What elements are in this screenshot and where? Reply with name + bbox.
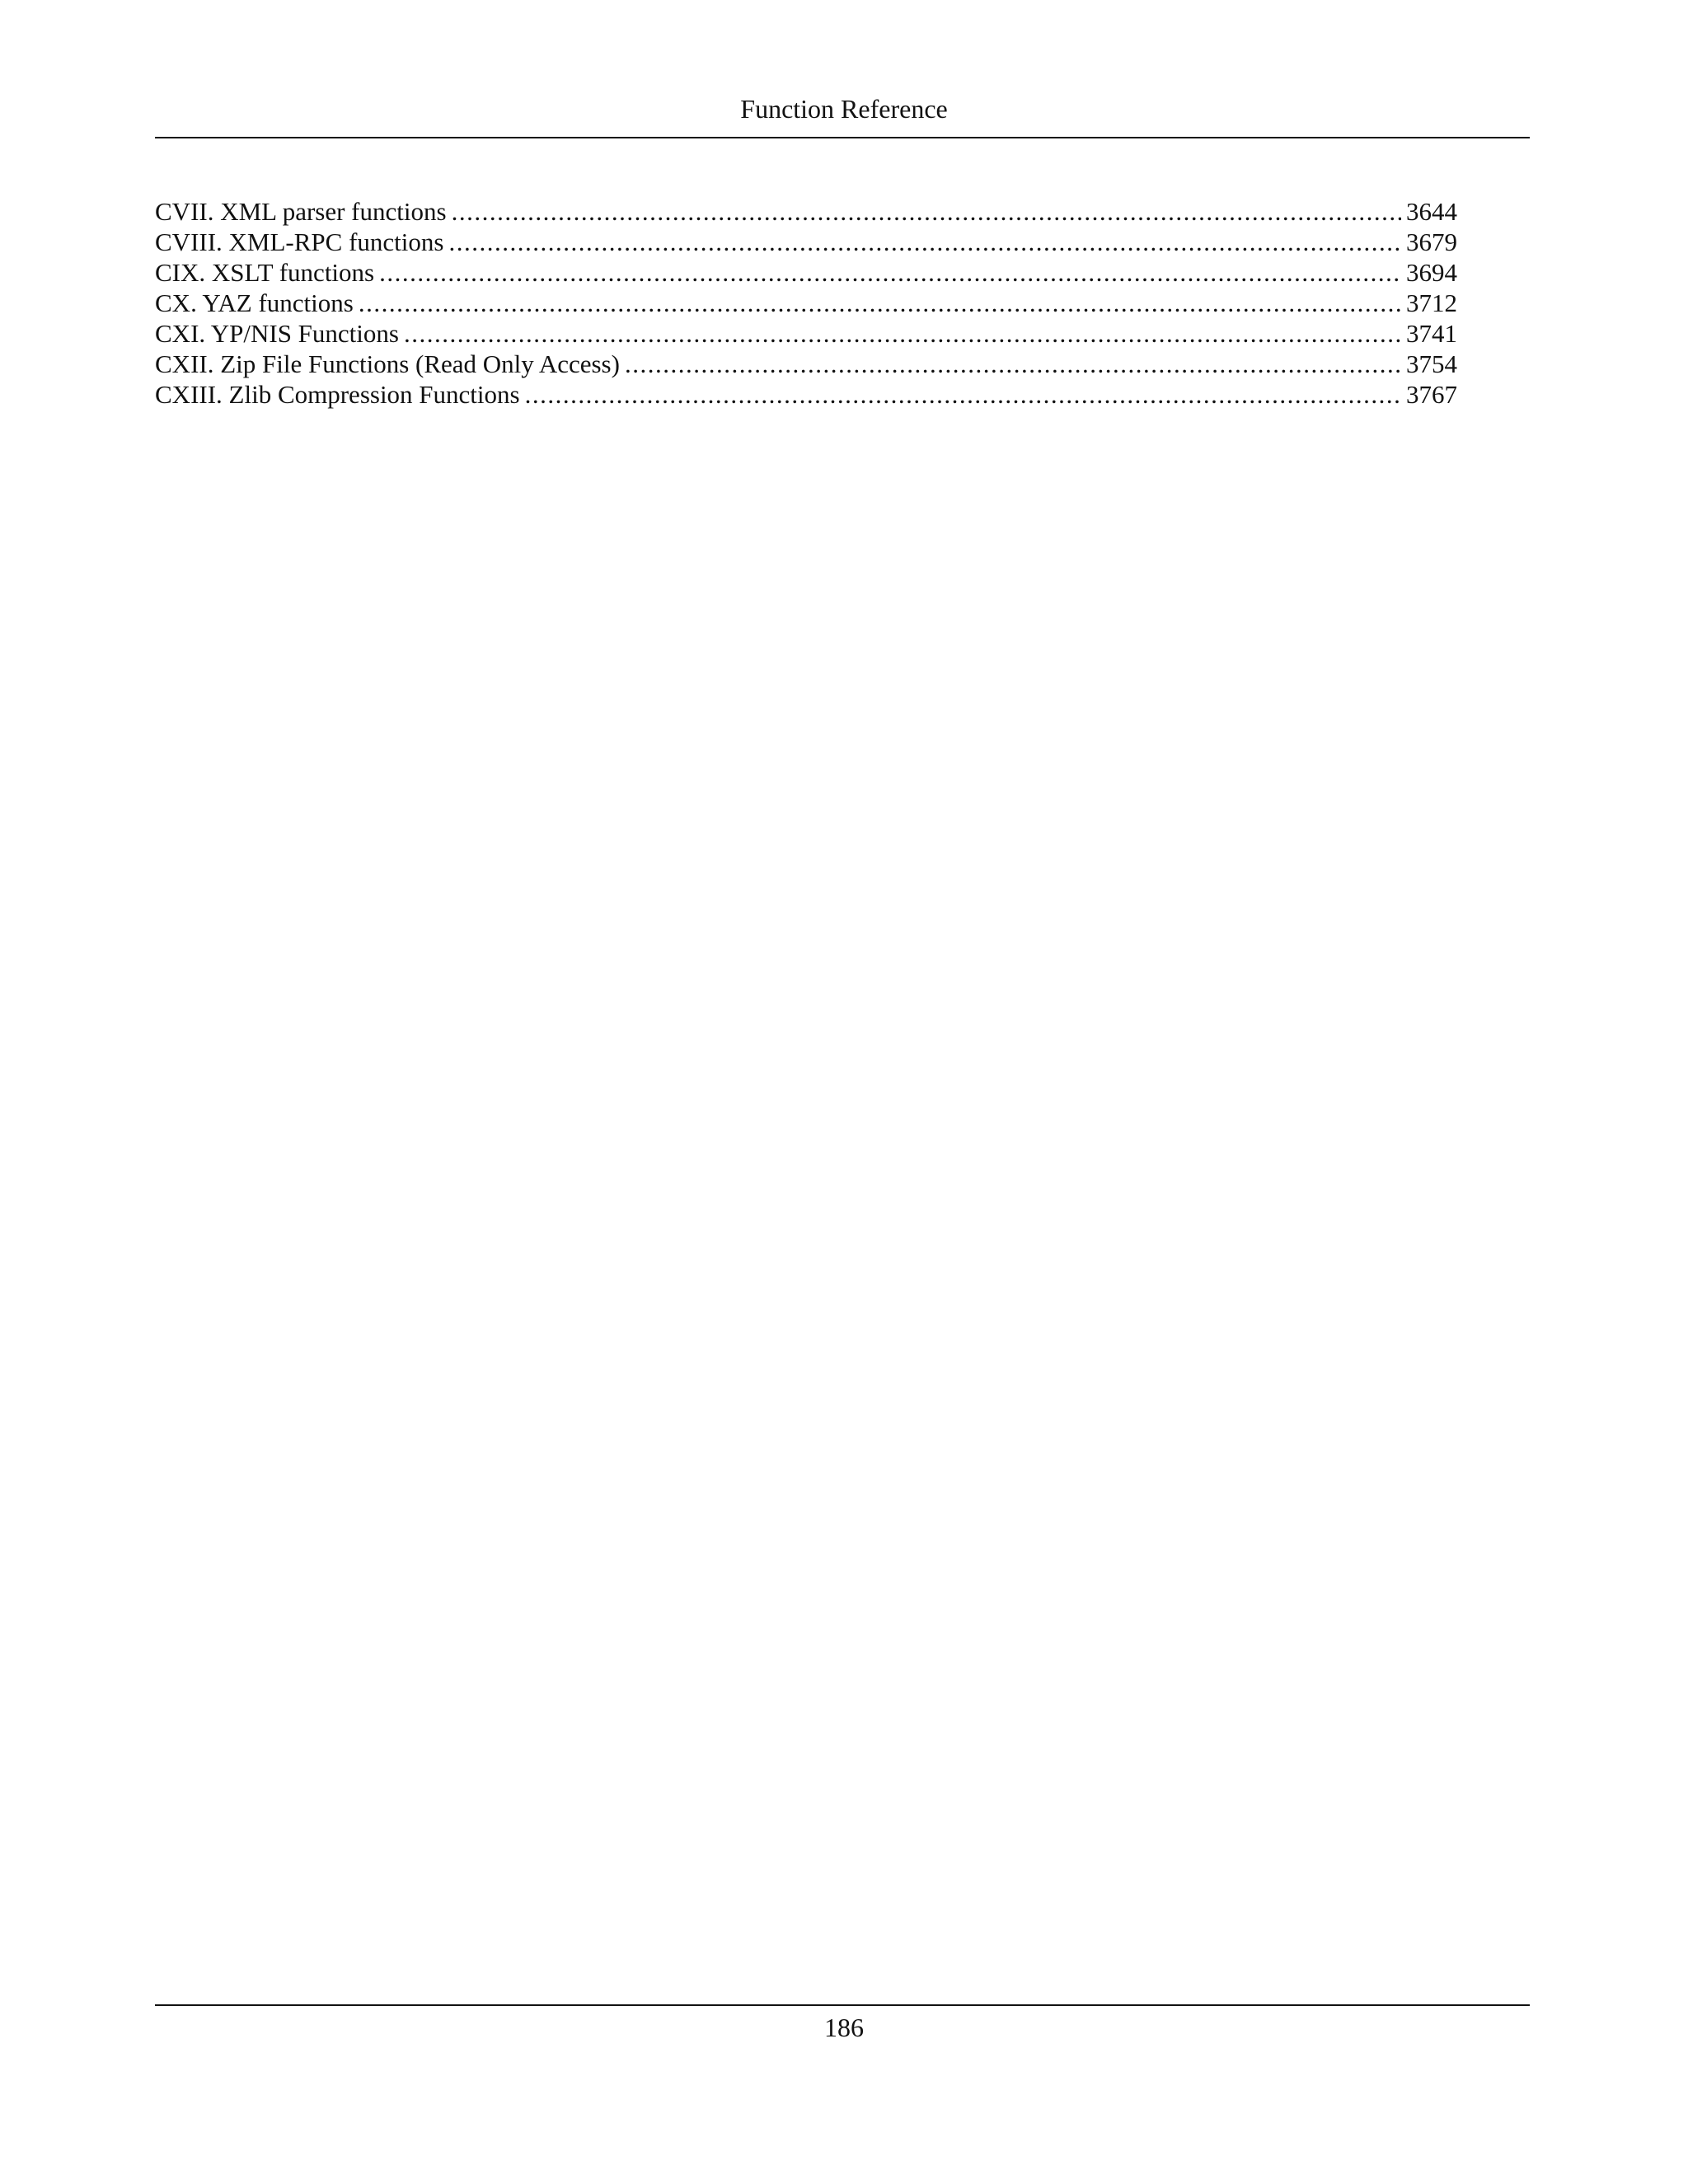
toc-entry-title: CVII. XML parser functions [155, 197, 447, 226]
table-of-contents [155, 196, 1457, 410]
toc-entry-title: CX. YAZ functions [155, 288, 354, 317]
footer-rule [155, 2004, 1530, 2006]
header-rule [155, 137, 1530, 138]
toc-entry-title: CXIII. Zlib Compression Functions [155, 380, 520, 409]
toc-entry-page: 3754 [1406, 349, 1457, 378]
dot-leader [448, 227, 1401, 257]
toc-entry[interactable] [155, 257, 1457, 288]
toc-entry-page: 3712 [1406, 288, 1457, 317]
toc-entry[interactable] [155, 227, 1457, 257]
toc-entry[interactable] [155, 379, 1457, 410]
toc-entry-page: 3767 [1406, 380, 1457, 409]
toc-entry[interactable] [155, 196, 1457, 227]
toc-entry-page: 3694 [1406, 258, 1457, 287]
dot-leader [525, 379, 1401, 410]
toc-entry-title: CVIII. XML-RPC functions [155, 227, 444, 256]
toc-entry-page: 3679 [1406, 227, 1457, 256]
dot-leader [359, 288, 1401, 318]
toc-entry-title: CXII. Zip File Functions (Read Only Access) [155, 349, 620, 378]
toc-entry[interactable] [155, 349, 1457, 379]
toc-entry-page: 3644 [1406, 197, 1457, 226]
dot-leader [625, 349, 1401, 379]
toc-entry[interactable] [155, 318, 1457, 349]
running-header: Function Reference [740, 94, 948, 124]
toc-entry-page: 3741 [1406, 319, 1457, 348]
toc-entry-title: CXI. YP/NIS Functions [155, 319, 399, 348]
toc-entry-title: CIX. XSLT functions [155, 258, 375, 287]
dot-leader [452, 196, 1401, 227]
dot-leader [404, 318, 1401, 349]
page-number: 186 [824, 2013, 864, 2042]
toc-entry[interactable] [155, 288, 1457, 318]
dot-leader [379, 257, 1401, 288]
